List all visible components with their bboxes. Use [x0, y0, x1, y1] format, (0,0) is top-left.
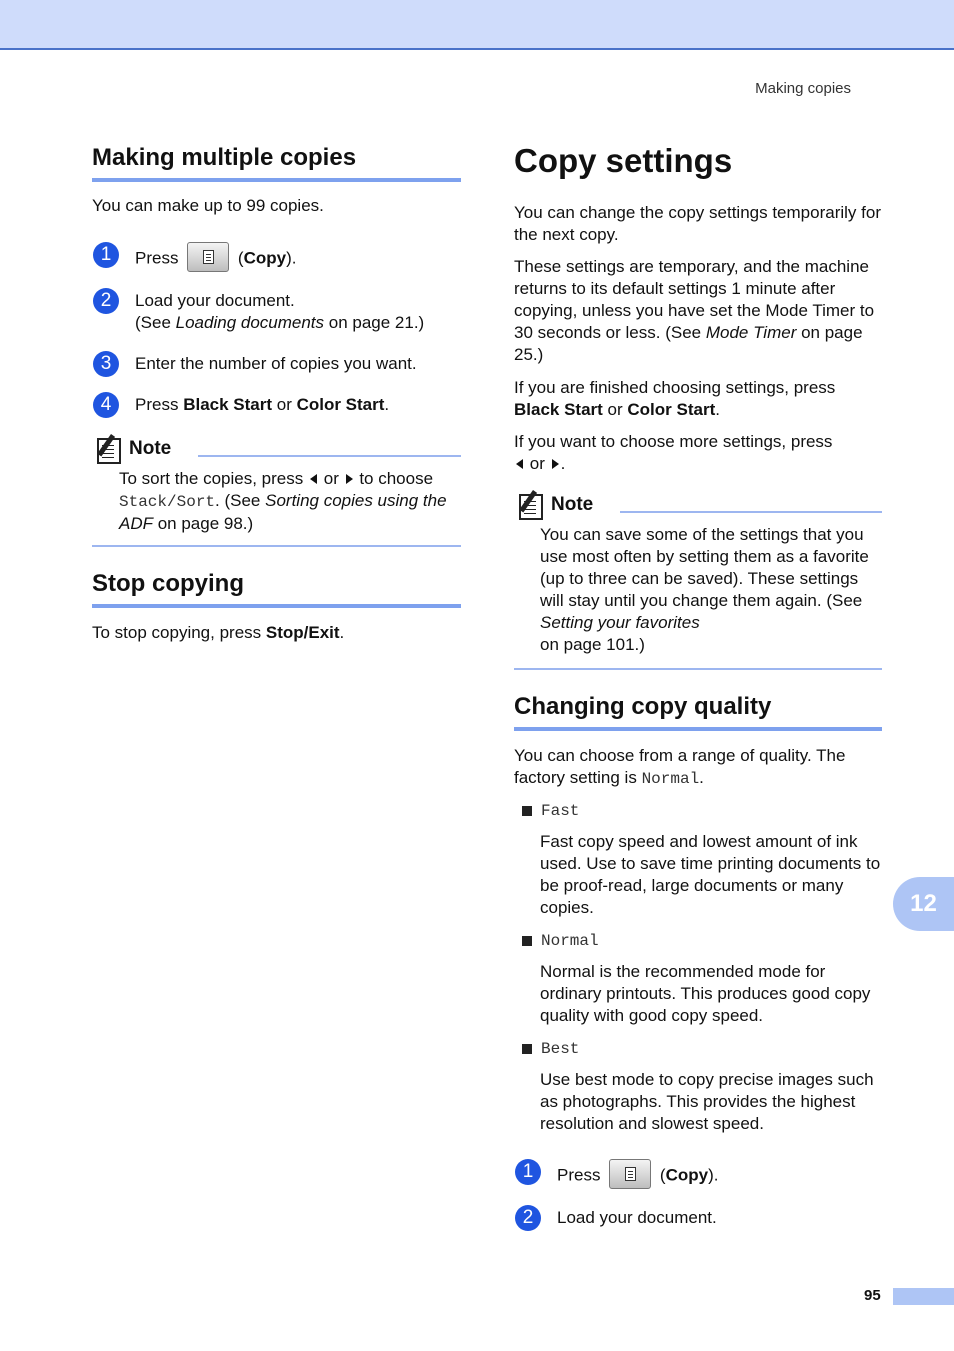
section-title-multiple-copies: Making multiple copies [92, 144, 357, 171]
left-arrow-icon [516, 459, 523, 469]
chapter-section-title: Copy settings [514, 142, 733, 179]
intro-text: You can make up to 99 copies. [92, 196, 324, 215]
section-rule [92, 178, 461, 182]
step-1 [93, 242, 296, 274]
quality-option-best: Best [522, 1038, 579, 1060]
quality-option-desc: Normal is the recommended mode for ordinary printouts. This produces good copy quality with good copy speed. [540, 962, 871, 1025]
note-pencil-icon [517, 490, 547, 520]
left-arrow-icon [310, 474, 317, 484]
step-text: Press (Copy). [135, 244, 296, 274]
step-4 [93, 392, 389, 418]
step-number: 1 [515, 1159, 541, 1185]
note-rule [620, 511, 882, 513]
bullet-square-icon [522, 1044, 532, 1054]
step-2 [93, 288, 424, 334]
step-1 [515, 1159, 718, 1191]
step-number: 3 [93, 351, 119, 377]
note-rule [198, 455, 461, 457]
step-number: 2 [93, 288, 119, 314]
step-text: Load your document. (See Loading documents on page 21.) [135, 291, 425, 332]
note-header [517, 490, 593, 520]
note-label: Note [129, 438, 172, 459]
quality-option-normal: Normal [522, 930, 599, 952]
note-text: To sort the copies, press or to choose Stack/Sort. (See Sorting copies using the ADF on page 98.) [119, 469, 447, 533]
bullet-square-icon [522, 806, 532, 816]
note-text: You can save some of the settings that you use most often by setting them as a favorite (up to three can be saved). These settings will stay until you change them again. (See Setting your favorites on page 101.) [540, 525, 869, 654]
quality-option-desc: Fast copy speed and lowest amount of ink used. Use to save time printing documents to be proof-read, large documents or many copies. [540, 832, 881, 917]
section-title-stop-copying: Stop copying [92, 570, 244, 597]
step-text: Load your document. [557, 1208, 717, 1227]
step-text: Press Black Start or Color Start. [135, 395, 390, 414]
right-arrow-icon [552, 459, 559, 469]
note-label: Note [551, 494, 594, 515]
note-end-rule [92, 545, 461, 547]
step-number: 1 [93, 242, 119, 268]
note-pencil-icon [95, 434, 125, 464]
section-title-copy-quality: Changing copy quality [514, 693, 772, 720]
step-3 [93, 351, 417, 377]
step-2 [515, 1205, 717, 1231]
section-rule [514, 727, 882, 731]
note-header [95, 434, 171, 464]
settings-para-1: You can change the copy settings temporarily for the next copy. [514, 203, 881, 244]
settings-para-3: If you are finished choosing settings, press Black Start or Color Start. [514, 378, 836, 419]
header-band [0, 0, 954, 50]
copy-button-icon [187, 242, 229, 272]
quality-option-desc: Use best mode to copy precise images such as photographs. This provides the highest resolution and slowest speed. [540, 1070, 874, 1133]
settings-para-2: These settings are temporary, and the machine returns to its default settings 1 minute after copying, unless you have set the Mode Timer to 30 seconds or less. (See Mode Timer on page 25.) [514, 257, 875, 364]
settings-para-4: If you want to choose more settings, press or . [514, 432, 833, 473]
right-arrow-icon [346, 474, 353, 484]
section-rule [92, 604, 461, 608]
bullet-square-icon [522, 936, 532, 946]
step-text: Enter the number of copies you want. [135, 354, 417, 373]
page-number-bar [893, 1288, 954, 1305]
copy-button-icon [609, 1159, 651, 1189]
step-number: 2 [515, 1205, 541, 1231]
running-head: Making copies [755, 80, 851, 97]
page-number: 95 [864, 1287, 881, 1304]
step-number: 4 [93, 392, 119, 418]
step-text: Press (Copy). [557, 1161, 718, 1191]
note-end-rule [514, 668, 882, 670]
chapter-tab: 12 [893, 877, 954, 931]
stop-text: To stop copying, press Stop/Exit. [92, 623, 345, 642]
quality-option-fast: Fast [522, 800, 579, 822]
quality-intro: You can choose from a range of quality. The factory setting is Normal. [514, 746, 846, 788]
